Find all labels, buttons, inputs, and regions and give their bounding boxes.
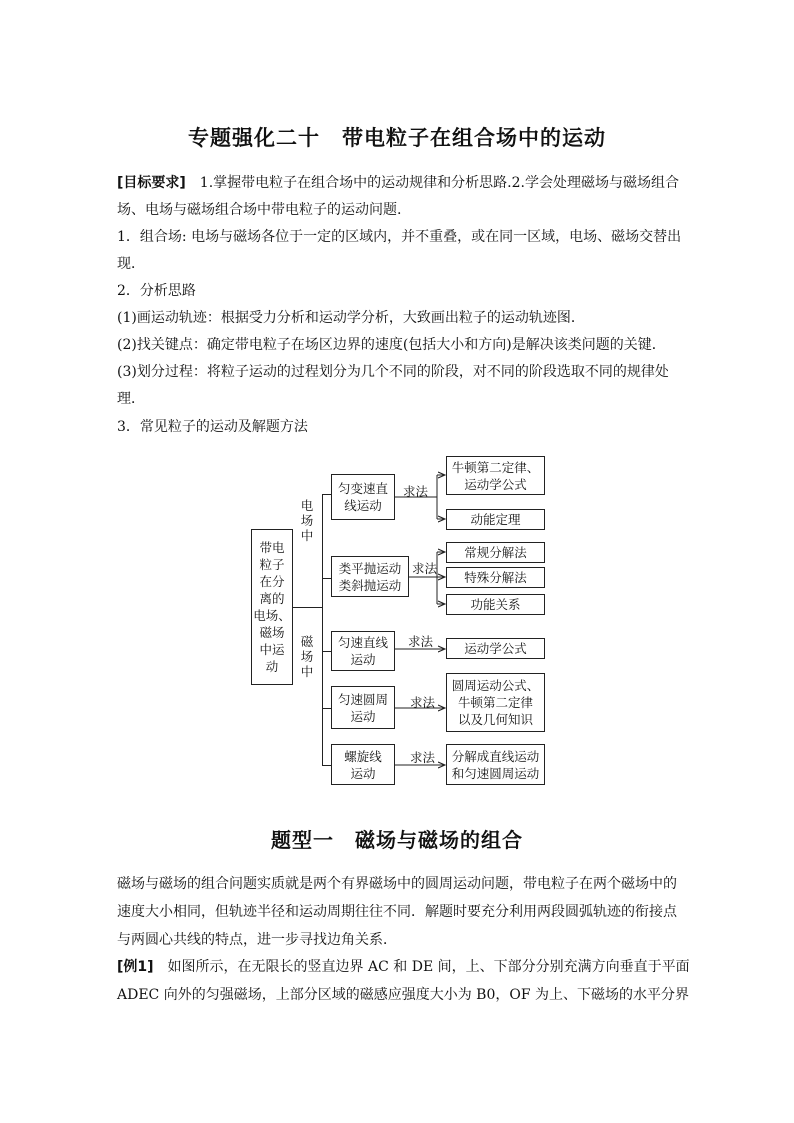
- m2-line: 匀速圆周: [337, 691, 388, 707]
- result-box-8: [446, 744, 545, 785]
- root-line: 离的: [259, 591, 285, 606]
- goal-line-2: 场、电场与磁场组合场中带电粒子的运动问题.: [117, 202, 402, 218]
- result-8-line: 分解成直线运动: [451, 748, 540, 764]
- m3-line: 螺旋线: [344, 748, 382, 764]
- method-label-m2: 求法: [410, 695, 436, 710]
- body-line-1: 磁场与磁场的组合问题实质就是两个有界磁场中的圆周运动问题，带电粒子在两个磁场中的: [117, 876, 677, 892]
- e2-line: 类平抛运动: [338, 560, 402, 576]
- goal-text-1: 1.掌握带电粒子在组合场中的运动规律和分析思路.2.学会处理磁场与磁场组合: [185, 175, 679, 191]
- m1-line: 运动: [350, 652, 376, 667]
- page-title: 专题强化二十 带电粒子在组合场中的运动: [188, 126, 606, 150]
- result-7-line: 牛顿第二定律: [457, 695, 533, 710]
- root-line: 粒子: [259, 557, 285, 572]
- method-label-m1: 求法: [408, 634, 434, 649]
- body-line-3: 与两圆心共线的特点，进一步寻找边角关系．: [117, 932, 397, 948]
- point-1: (1)画运动轨迹：根据受力分析和运动学分析，大致画出粒子的运动轨迹图．: [117, 310, 585, 326]
- example-text-1: 如图所示，在无限长的竖直边界 AC 和 DE 间，上、下部分分别充满方向垂直于平面: [153, 959, 690, 975]
- goal-tag: [目标要求]: [117, 175, 186, 191]
- example-line-2: ADEC 向外的匀强磁场，上部分区域的磁感应强度大小为 B0，OF 为上、下磁场的水平分界: [117, 987, 690, 1003]
- root-line: 带电: [259, 540, 285, 555]
- result-box-7: [446, 673, 545, 732]
- result-box-5: 功能关系: [446, 594, 545, 615]
- item-2: 2．分析思路: [117, 283, 196, 299]
- e2-line: 类斜抛运动: [338, 577, 402, 593]
- method-label-e2: 求法: [412, 561, 438, 576]
- result-7-line: 以及几何知识: [457, 712, 533, 727]
- m1-line: 匀速直线: [337, 635, 388, 650]
- result-box-4: 特殊分解法: [446, 567, 545, 588]
- mfield-char: 中: [300, 664, 314, 679]
- m2-line: 运动: [350, 708, 376, 724]
- item-3: 3．常见粒子的运动及解题方法: [117, 419, 308, 435]
- method-label-e1: 求法: [403, 484, 429, 499]
- result-1-line: 牛顿第二定律、: [451, 459, 540, 475]
- result-1-line: 运动学公式: [464, 476, 527, 492]
- example-line-1: [117, 956, 690, 978]
- method-label-m3: 求法: [410, 750, 436, 765]
- item-1b: 现．: [117, 256, 145, 272]
- result-box-6: 运动学公式: [446, 638, 545, 659]
- point-3b: 理．: [117, 391, 145, 407]
- example-tag: [例1]: [117, 959, 154, 975]
- root-line: 磁场: [259, 625, 285, 640]
- e1-line: 匀变速直: [337, 481, 388, 496]
- body-line-2: 速度大小相同，但轨迹半径和运动周期往往不同．解题时要充分利用两段圆弧轨迹的衔接点: [117, 904, 677, 920]
- root-line: 电场、: [253, 608, 291, 623]
- result-7-line: 圆周运动公式、: [451, 678, 540, 693]
- m3-line: 运动: [350, 765, 376, 781]
- mfield-char: 场: [300, 649, 314, 664]
- result-box-2: 动能定理: [446, 509, 545, 530]
- mfield-char: 磁: [300, 634, 314, 649]
- root-line: 在分: [259, 574, 285, 589]
- item-1a: 1．组合场: 电场与磁场各位于一定的区域内，并不重叠，或在同一区域，电场、磁场交替出: [117, 229, 682, 245]
- result-8-line: 和匀速圆周运动: [451, 765, 540, 781]
- result-box-1: [446, 456, 545, 495]
- efield-char: 电: [300, 498, 314, 513]
- point-3a: (3)划分过程：将粒子运动的过程划分为几个不同的阶段，对不同的阶段选取不同的规律处: [117, 364, 669, 380]
- section-heading: 题型一 磁场与磁场的组合: [271, 828, 523, 852]
- point-2: (2)找关键点：确定带电粒子在场区边界的速度(包括大小和方向)是解决该类问题的关键．: [117, 337, 666, 353]
- root-line: 动: [265, 659, 279, 674]
- efield-char: 中: [300, 528, 314, 543]
- efield-char: 场: [300, 513, 314, 528]
- root-line: 中运: [259, 642, 285, 657]
- e1-line: 线运动: [344, 498, 382, 513]
- result-box-3: 常规分解法: [446, 542, 545, 563]
